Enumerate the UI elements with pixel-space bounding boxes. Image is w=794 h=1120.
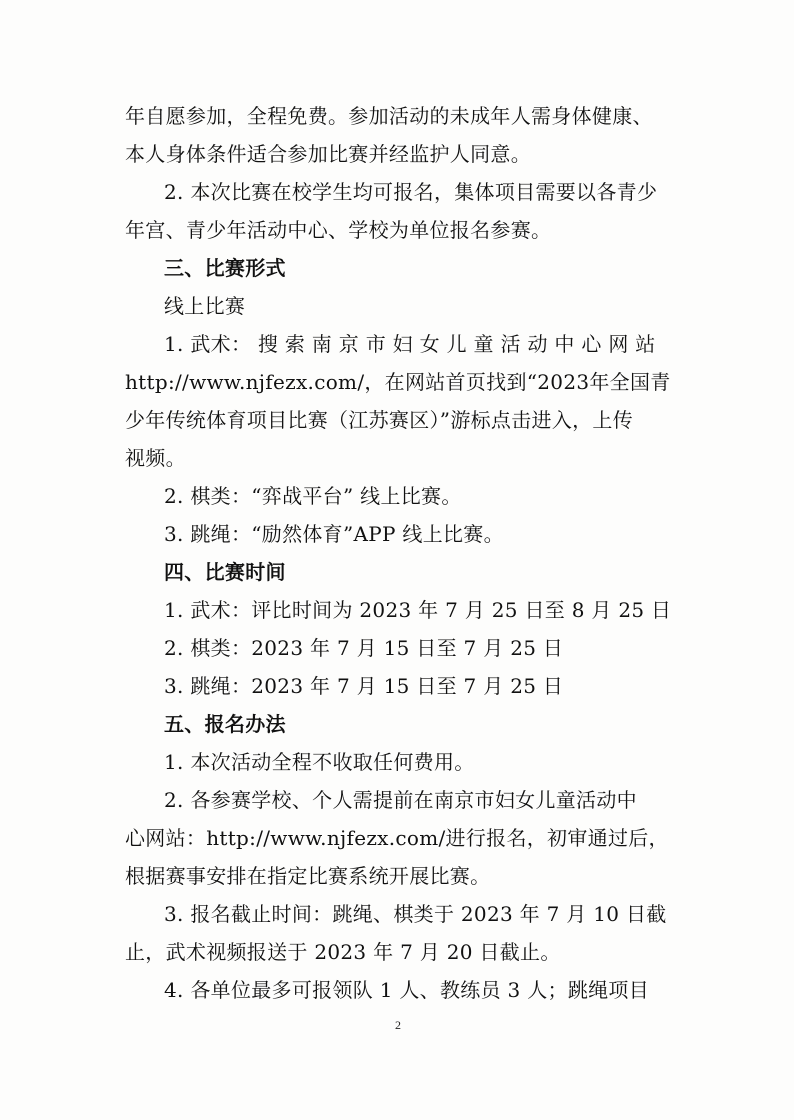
body-text-line: 2. 棋类：2023 年 7 月 15 日至 7 月 25 日 <box>164 636 564 660</box>
body-text-line: 1. 武术： 搜 索 南 京 市 妇 女 儿 童 活 动 中 心 网 站 <box>164 332 656 356</box>
body-text-line: 1. 本次活动全程不收取任何费用。 <box>164 750 475 774</box>
body-text-line: 本人身体条件适合参加比赛并经监护人同意。 <box>125 142 531 166</box>
body-text-line: http://www.njfezx.com/，在网站首页找到“2023年全国青 <box>125 370 671 394</box>
body-text-line: 2. 各参赛学校、个人需提前在南京市妇女儿童活动中 <box>164 788 637 812</box>
section-heading-competition-format: 三、比赛形式 <box>164 256 286 280</box>
page-number: 2 <box>395 1018 401 1032</box>
body-text-line: 视频。 <box>125 446 186 470</box>
body-text-line: 3. 跳绳：2023 年 7 月 15 日至 7 月 25 日 <box>164 674 564 698</box>
body-text-line: 心网站：http://www.njfezx.com/进行报名，初审通过后， <box>125 826 669 850</box>
body-text-line: 2. 棋类：“弈战平台” 线上比赛。 <box>164 484 462 508</box>
body-text-line: 1. 武术：评比时间为 2023 年 7 月 25 日至 8 月 25 日 <box>164 598 672 622</box>
body-text-line: 根据赛事安排在指定比赛系统开展比赛。 <box>125 864 491 888</box>
section-heading-competition-time: 四、比赛时间 <box>164 560 286 584</box>
body-text-line: 线上比赛 <box>164 294 246 318</box>
body-text-line: 年宫、青少年活动中心、学校为单位报名参赛。 <box>125 218 552 242</box>
body-text-line: 少年传统体育项目比赛（江苏赛区）”游标点击进入，上传 <box>125 408 634 432</box>
section-heading-registration-method: 五、报名办法 <box>164 712 286 736</box>
body-text-line: 3. 报名截止时间：跳绳、棋类于 2023 年 7 月 10 日截 <box>164 902 667 926</box>
body-text-line: 3. 跳绳：“励然体育”APP 线上比赛。 <box>164 522 504 546</box>
body-text-line: 4. 各单位最多可报领队 1 人、教练员 3 人；跳绳项目 <box>164 978 650 1002</box>
body-text-line: 2. 本次比赛在校学生均可报名，集体项目需要以各青少 <box>164 180 658 204</box>
body-text-line: 止，武术视频报送于 2023 年 7 月 20 日截止。 <box>125 940 561 964</box>
body-text-line: 年自愿参加，全程免费。参加活动的未成年人需身体健康、 <box>125 104 653 128</box>
